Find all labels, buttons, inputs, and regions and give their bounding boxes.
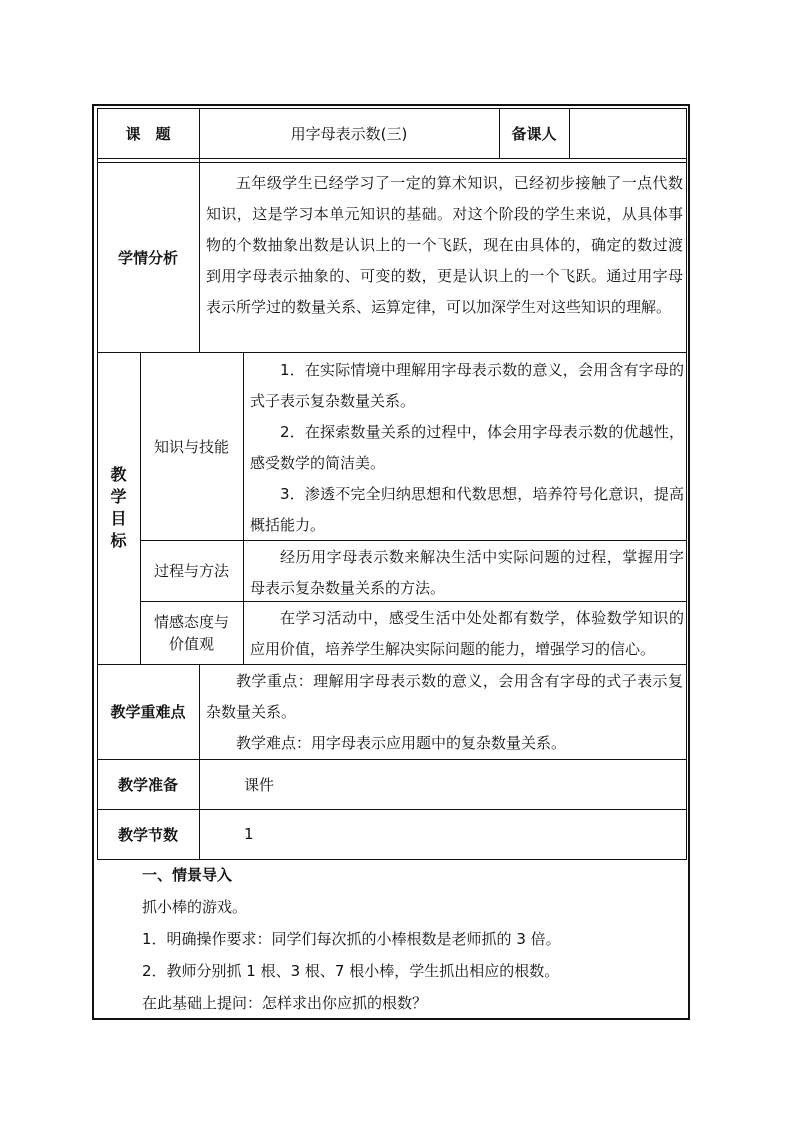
emotion-text bbox=[250, 603, 684, 665]
topic-label: 课 题 bbox=[125, 124, 171, 143]
knowledge-item: 3．渗透不完全归纳思想和代数思想，培养符号化意识，提高概括能力。 bbox=[250, 485, 684, 534]
goals-label bbox=[97, 352, 140, 664]
knowledge-item: 2．在探索数量关系的过程中，体会用字母表示数的优越性，感受数学的简洁美。 bbox=[250, 423, 684, 472]
row-divider bbox=[97, 158, 687, 159]
col-divider bbox=[243, 352, 244, 664]
process-text bbox=[250, 542, 684, 604]
process-label: 过程与方法 bbox=[153, 562, 229, 580]
analysis-paragraph: 五年级学生已经学习了一定的算术知识，已经初步接触了一点代数知识，这是学习本单元知识的基础。对这个阶段的学生来说，从具体事物的个数抽象出数是认识上的一个飞跃，现在由具体的，确定的数过渡到用字母表示抽象的、可变的数，更是认识上的一个飞跃。通过用字母表示所学过的数量关系、运算定律，可以加深学生对这些知识的理解。 bbox=[206, 174, 683, 316]
process-paragraph: 经历用字母表示数来解决生活中实际问题的过程，掌握用字母表示复杂数量关系的方法。 bbox=[250, 548, 684, 597]
keypoints-text bbox=[206, 666, 683, 759]
periods-label: 教学节数 bbox=[117, 825, 178, 844]
keypoint-difficulty: 教学难点：用字母表示应用题中的复杂数量关系。 bbox=[236, 734, 567, 752]
col-divider bbox=[199, 664, 200, 859]
section-line: 在此基础上提问：怎样求出你应抓的根数？ bbox=[142, 994, 428, 1012]
knowledge-text bbox=[250, 355, 684, 541]
goals-label-char: 学 bbox=[110, 487, 127, 506]
process-section bbox=[142, 859, 682, 1019]
emotion-label-line: 价值观 bbox=[168, 634, 214, 653]
preparer-value bbox=[569, 108, 686, 158]
preparation-label: 教学准备 bbox=[117, 775, 178, 794]
preparation-value: 课件 bbox=[244, 775, 275, 794]
goals-label-char: 目 bbox=[110, 509, 127, 528]
periods-value: 1 bbox=[244, 825, 254, 843]
topic-value: 用字母表示数(三) bbox=[290, 124, 408, 143]
section-line: 2．教师分别抓 1 根、3 根、7 根小棒，学生抓出相应的根数。 bbox=[142, 962, 560, 980]
goals-label-char: 教 bbox=[110, 465, 127, 484]
knowledge-item: 1．在实际情境中理解用字母表示数的意义，会用含有字母的式子表示复杂数量关系。 bbox=[250, 361, 684, 410]
knowledge-label: 知识与技能 bbox=[153, 437, 229, 456]
analysis-label: 学情分析 bbox=[117, 248, 178, 267]
section-line: 1．明确操作要求：同学们每次抓的小棒根数是老师抓的 3 倍。 bbox=[142, 930, 561, 948]
section-heading: 一、情景导入 bbox=[142, 866, 233, 884]
emotion-label-line: 情感态度与 bbox=[153, 612, 229, 631]
keypoint-focus: 教学重点：理解用字母表示数的意义，会用含有字母的式子表示复杂数量关系。 bbox=[206, 672, 683, 721]
lesson-plan-table bbox=[92, 104, 690, 1020]
goals-label-char: 标 bbox=[110, 531, 127, 550]
emotion-paragraph: 在学习活动中，感受生活中处处都有数学，体验数学知识的应用价值，培养学生解决实际问题的能力，增强学习的信心。 bbox=[250, 609, 684, 658]
keypoints-label: 教学重难点 bbox=[110, 703, 186, 721]
preparer-label: 备课人 bbox=[511, 124, 557, 143]
section-line: 抓小棒的游戏。 bbox=[142, 898, 248, 916]
col-divider bbox=[686, 108, 687, 859]
analysis-text bbox=[206, 168, 683, 323]
emotion-label bbox=[140, 601, 243, 664]
